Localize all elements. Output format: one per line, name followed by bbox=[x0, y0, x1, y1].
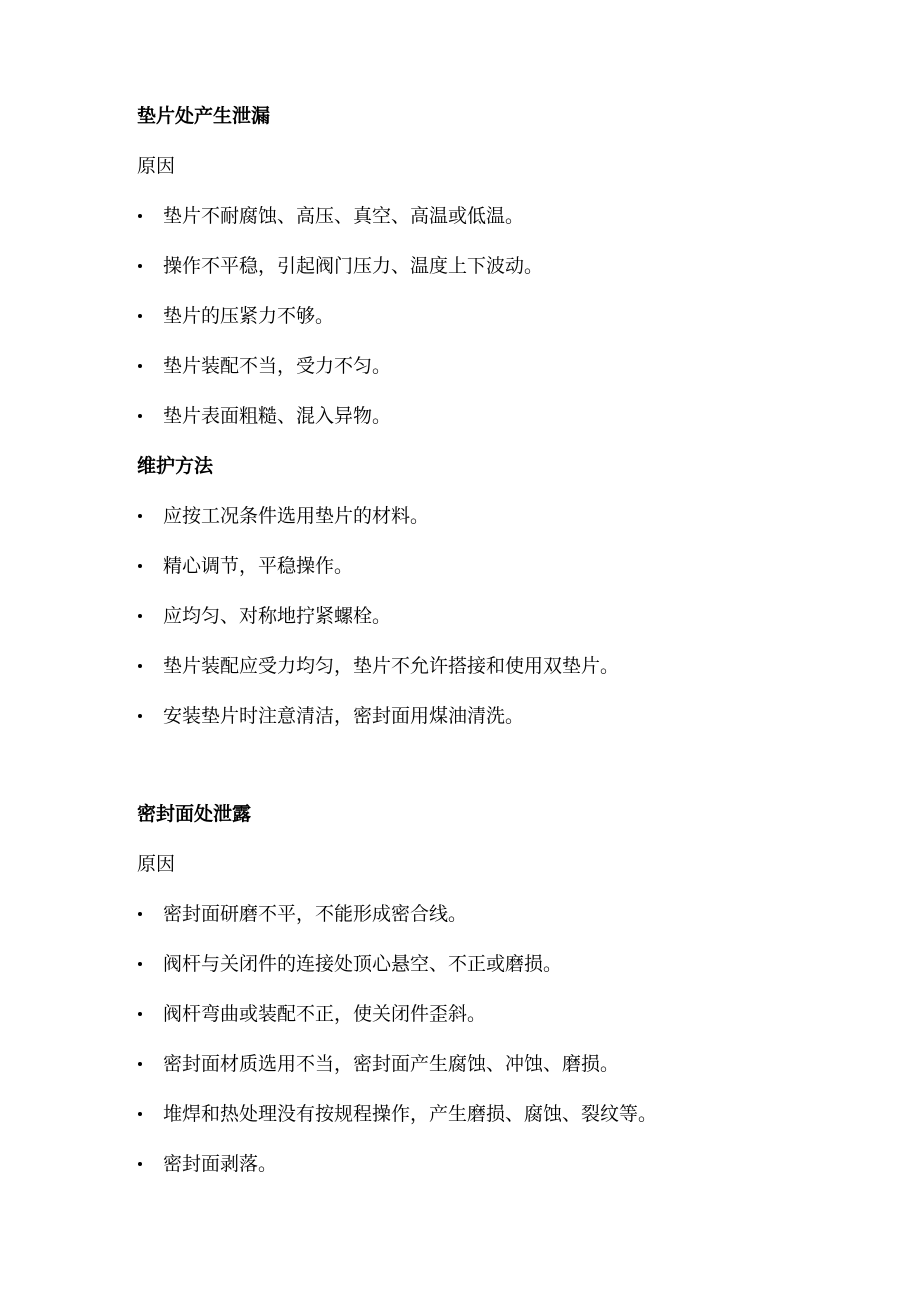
list-item bbox=[137, 552, 837, 580]
list-item-text: 垫片装配应受力均匀，垫片不允许搭接和使用双垫片。 bbox=[163, 655, 620, 677]
section-title: 垫片处产生泄漏 bbox=[137, 105, 271, 127]
bullet-icon bbox=[138, 214, 142, 218]
bullet-icon bbox=[138, 314, 142, 318]
bullet-icon bbox=[138, 962, 142, 966]
list-item-text: 垫片不耐腐蚀、高压、真空、高温或低温。 bbox=[163, 205, 525, 227]
list-item-text: 垫片装配不当，受力不匀。 bbox=[163, 355, 392, 377]
cause-label: 原因 bbox=[137, 155, 176, 177]
bullet-icon bbox=[138, 1162, 142, 1166]
list-item-text: 精心调节，平稳操作。 bbox=[163, 555, 354, 577]
list-item bbox=[137, 402, 837, 430]
list-item bbox=[137, 252, 837, 280]
list-item bbox=[137, 202, 837, 230]
list-item-text: 安装垫片时注意清洁，密封面用煤油清洗。 bbox=[163, 705, 525, 727]
list-item bbox=[137, 602, 837, 630]
list-item bbox=[137, 1000, 837, 1028]
bullet-icon bbox=[138, 614, 142, 618]
list-item-text: 应按工况条件选用垫片的材料。 bbox=[163, 505, 430, 527]
list-item bbox=[137, 950, 837, 978]
list-item-text: 密封面研磨不平，不能形成密合线。 bbox=[163, 903, 468, 925]
list-item-text: 应均匀、对称地拧紧螺栓。 bbox=[163, 605, 392, 627]
list-item bbox=[137, 652, 837, 680]
bullet-icon bbox=[138, 514, 142, 518]
bullet-icon bbox=[138, 564, 142, 568]
cause-list bbox=[137, 900, 837, 1178]
list-item-text: 垫片的压紧力不够。 bbox=[163, 305, 335, 327]
section-title: 密封面处泄露 bbox=[137, 803, 252, 825]
list-item bbox=[137, 1050, 837, 1078]
bullet-icon bbox=[138, 1012, 142, 1016]
list-item-text: 堆焊和热处理没有按规程操作，产生磨损、腐蚀、裂纹等。 bbox=[163, 1103, 658, 1125]
section-seal-face-leak bbox=[137, 800, 837, 1200]
list-item-text: 垫片表面粗糙、混入异物。 bbox=[163, 405, 392, 427]
list-item-text: 操作不平稳，引起阀门压力、温度上下波动。 bbox=[163, 255, 544, 277]
bullet-icon bbox=[138, 264, 142, 268]
bullet-icon bbox=[138, 1112, 142, 1116]
list-item bbox=[137, 702, 837, 730]
bullet-icon bbox=[138, 912, 142, 916]
list-item bbox=[137, 1100, 837, 1128]
bullet-icon bbox=[138, 364, 142, 368]
list-item bbox=[137, 352, 837, 380]
list-item-text: 密封面材质选用不当，密封面产生腐蚀、冲蚀、磨损。 bbox=[163, 1053, 620, 1075]
cause-list bbox=[137, 202, 837, 430]
cause-label: 原因 bbox=[137, 853, 176, 875]
bullet-icon bbox=[138, 414, 142, 418]
list-item bbox=[137, 1150, 837, 1178]
method-list bbox=[137, 502, 837, 730]
list-item-text: 阀杆弯曲或装配不正，使关闭件歪斜。 bbox=[163, 1003, 487, 1025]
list-item bbox=[137, 502, 837, 530]
bullet-icon bbox=[138, 1062, 142, 1066]
bullet-icon bbox=[138, 714, 142, 718]
method-heading: 维护方法 bbox=[137, 455, 214, 477]
list-item-text: 阀杆与关闭件的连接处顶心悬空、不正或磨损。 bbox=[163, 953, 563, 975]
bullet-icon bbox=[138, 664, 142, 668]
list-item bbox=[137, 900, 837, 928]
list-item-text: 密封面剥落。 bbox=[163, 1153, 278, 1175]
section-gasket-leak bbox=[137, 102, 837, 752]
list-item bbox=[137, 302, 837, 330]
